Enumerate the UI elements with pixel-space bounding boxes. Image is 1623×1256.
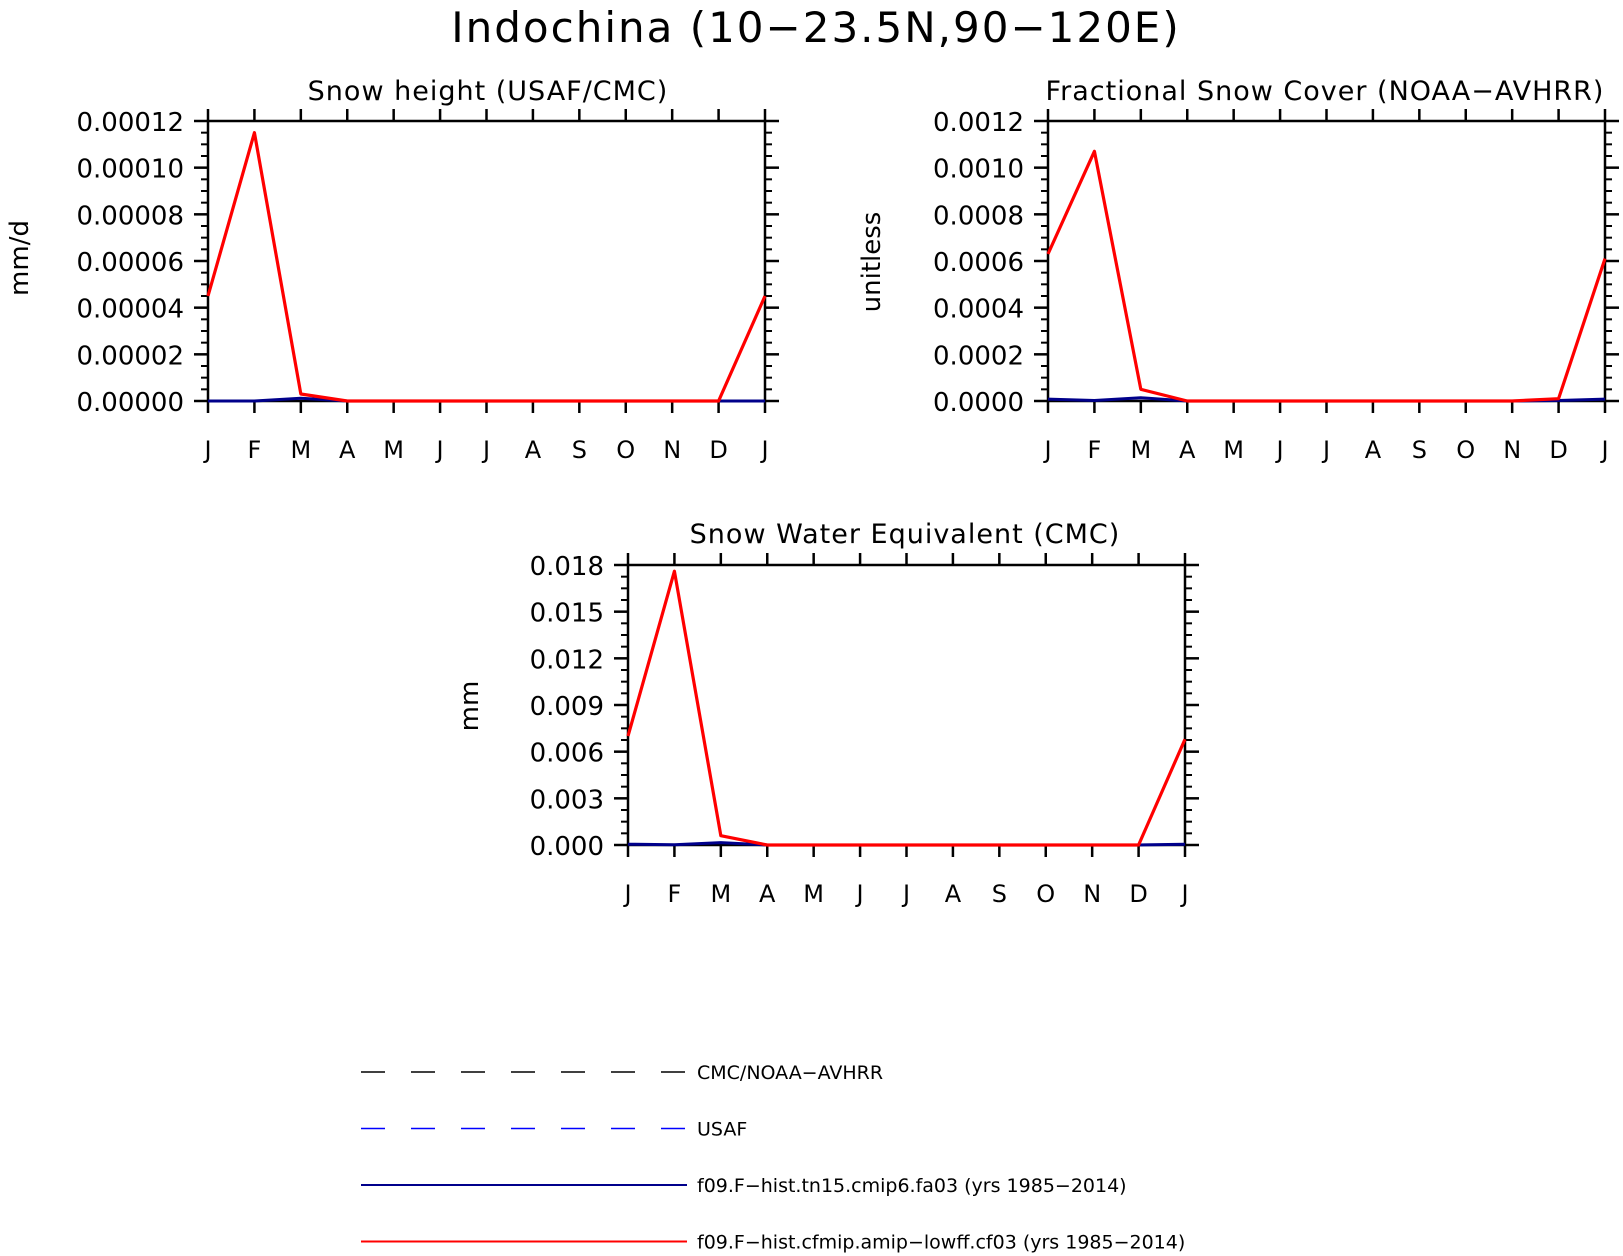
series-line-cf03 [208,133,765,401]
y-tick-label: 0.00006 [76,248,184,278]
plot-frame [1048,121,1605,401]
panel-title: Snow height (USAF/CMC) [307,76,669,107]
x-tick-label: M [1223,436,1245,464]
x-tick-label: F [247,436,262,464]
legend [361,1062,1185,1254]
legend-label: f09.F−hist.cfmip.amip−lowff.cf03 (yrs 1985−2014) [697,1231,1186,1254]
x-tick-label: A [759,880,776,908]
y-tick-label: 0.015 [529,598,604,629]
y-tick-label: 0.00000 [76,388,184,418]
x-tick-label: J [1322,436,1331,464]
x-tick-label: J [902,880,911,908]
x-tick-label: D [709,436,728,464]
x-tick-label: A [1179,436,1196,464]
y-tick-label: 0.018 [529,552,604,582]
x-tick-label: A [1364,436,1382,464]
x-tick-label: S [1411,436,1427,464]
x-tick-label: M [290,436,312,464]
x-tick-label: N [1083,880,1102,908]
y-tick-label: 0.0008 [933,201,1024,232]
x-tick-label: J [436,436,444,464]
y-tick-label: 0.0006 [933,248,1024,278]
y-tick-label: 0.0002 [933,341,1024,372]
series-line-cf03 [1048,151,1605,401]
panel-title: Fractional Snow Cover (NOAA−AVHRR) [1045,76,1605,107]
x-tick-label: M [383,436,405,464]
x-tick-label: A [944,880,962,908]
panel-snow-height [5,76,779,464]
y-axis-label: unitless [857,211,887,313]
legend-label: USAF [697,1118,748,1141]
y-tick-label: 0.006 [529,738,604,769]
x-tick-label: F [1087,436,1102,464]
x-tick-label: J [1601,436,1609,464]
x-tick-label: J [624,880,632,908]
y-tick-label: 0.0010 [933,154,1024,185]
x-tick-label: S [991,880,1007,908]
x-tick-label: N [1503,436,1522,464]
y-axis-label: mm [455,680,485,732]
x-tick-label: J [1276,436,1284,464]
x-tick-label: J [482,436,491,464]
x-tick-label: A [524,436,542,464]
y-tick-label: 0.00008 [76,201,184,232]
x-tick-label: N [663,436,682,464]
x-tick-label: J [1044,436,1052,464]
y-tick-label: 0.000 [529,832,604,862]
x-tick-label: D [1129,880,1148,908]
x-tick-label: M [710,880,732,908]
y-tick-label: 0.00010 [76,154,184,185]
x-tick-label: S [571,436,587,464]
x-tick-label: J [761,436,769,464]
y-tick-label: 0.00004 [76,294,184,325]
panel-fractional-snow-cover [857,76,1619,464]
x-tick-label: J [204,436,212,464]
y-tick-label: 0.0012 [933,108,1024,138]
x-tick-label: O [616,436,636,464]
plot-frame [208,121,765,401]
y-tick-label: 0.0004 [933,294,1024,325]
x-tick-label: O [1456,436,1476,464]
x-tick-label: D [1549,436,1568,464]
x-tick-label: A [339,436,356,464]
y-tick-label: 0.00002 [76,341,184,372]
legend-label: f09.F−hist.tn15.cmip6.fa03 (yrs 1985−2014) [697,1175,1127,1197]
x-tick-label: M [803,880,825,908]
panel-snow-water-equivalent [455,519,1199,908]
y-tick-label: 0.0000 [933,388,1024,418]
y-axis-label: mm/d [5,220,35,296]
y-tick-label: 0.009 [529,692,604,722]
panel-title: Snow Water Equivalent (CMC) [689,519,1121,550]
figure-title: Indochina (10−23.5N,90−120E) [451,3,1181,52]
x-tick-label: J [856,880,864,908]
y-tick-label: 0.00012 [76,108,184,138]
y-tick-label: 0.003 [529,785,604,816]
x-tick-label: J [1181,880,1189,908]
plot-frame [628,565,1185,845]
x-tick-label: F [667,880,682,908]
series-line-cf03 [628,571,1185,845]
x-tick-label: O [1036,880,1056,908]
legend-label: CMC/NOAA−AVHRR [697,1062,884,1084]
y-tick-label: 0.012 [529,645,604,676]
x-tick-label: M [1130,436,1152,464]
